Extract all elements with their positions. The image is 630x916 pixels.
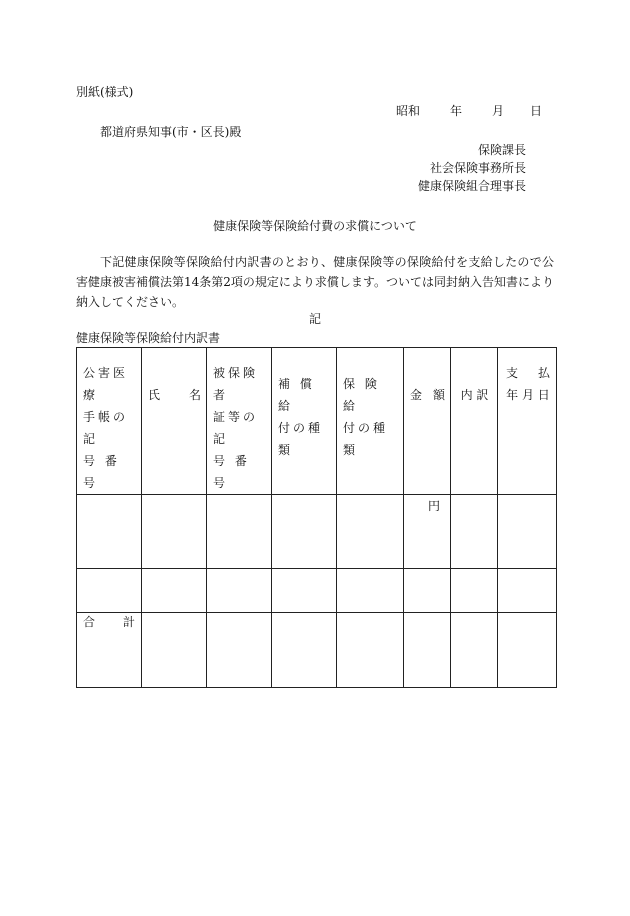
table-cell (142, 495, 207, 569)
header-detail: 内 訳 (451, 348, 498, 495)
total-row (77, 613, 557, 688)
table-cell (142, 569, 207, 613)
header-payment-date: 支 払 年 月 日 (498, 348, 557, 495)
document-type-label: 別紙(様式) (76, 85, 134, 99)
date-line (396, 103, 542, 119)
table-cell (272, 495, 337, 569)
date-month: 月 (492, 104, 505, 118)
table-title: 健康保険等保険給付内訳書 (76, 331, 221, 345)
table-cell (404, 569, 451, 613)
table-cell (272, 613, 337, 688)
sender-line: 健康保険組合理事長 (417, 179, 526, 193)
table-cell (498, 569, 557, 613)
date-day: 日 (530, 104, 543, 118)
sender-line: 保険課長 (477, 143, 526, 157)
ki-heading: 記 (308, 312, 321, 326)
sender-line: 社会保険事務所長 (429, 161, 526, 175)
table-cell (207, 569, 272, 613)
date-era: 昭和 (396, 104, 421, 118)
table-cell (404, 613, 451, 688)
table-cell (337, 569, 404, 613)
yen-unit: 円 (427, 499, 440, 513)
table-row (77, 495, 557, 569)
addressee: 都道府県知事(市・区長)殿 (100, 125, 242, 139)
header-insured-number: 被保険者 証等の記 号 番 号 (207, 348, 272, 495)
header-amount: 金 額 (404, 348, 451, 495)
table-cell (77, 569, 142, 613)
table-cell (498, 613, 557, 688)
table-cell (207, 613, 272, 688)
sender-block (418, 141, 526, 195)
header-techo-number: 公害医療 手帳の記 号 番 号 (77, 348, 142, 495)
body-paragraph: 下記健康保険等保険給付内訳書のとおり、健康保険等の保険給付を支給したので公害健康被害補償法第14条第2項の規定により求償します。ついては同封納入告知書により納入してください。 (76, 255, 554, 309)
total-label-cell: 合 計 (77, 613, 142, 688)
date-year: 年 (450, 104, 463, 118)
table-header-row (77, 348, 557, 495)
table-cell (451, 613, 498, 688)
table-cell (337, 495, 404, 569)
table-cell (498, 495, 557, 569)
header-name: 氏 名 (142, 348, 207, 495)
document-title: 健康保険等保険給付費の求償について (213, 219, 417, 233)
table-cell (272, 569, 337, 613)
table-cell (451, 495, 498, 569)
table-row (77, 569, 557, 613)
table-cell (207, 495, 272, 569)
table-cell (404, 495, 451, 569)
breakdown-table (76, 347, 557, 688)
table-cell (451, 569, 498, 613)
header-compensation-type: 補 償 給 付の種類 (272, 348, 337, 495)
table-cell (142, 613, 207, 688)
header-insurance-type: 保 険 給 付の種類 (337, 348, 404, 495)
table-cell (77, 495, 142, 569)
table-cell (337, 613, 404, 688)
